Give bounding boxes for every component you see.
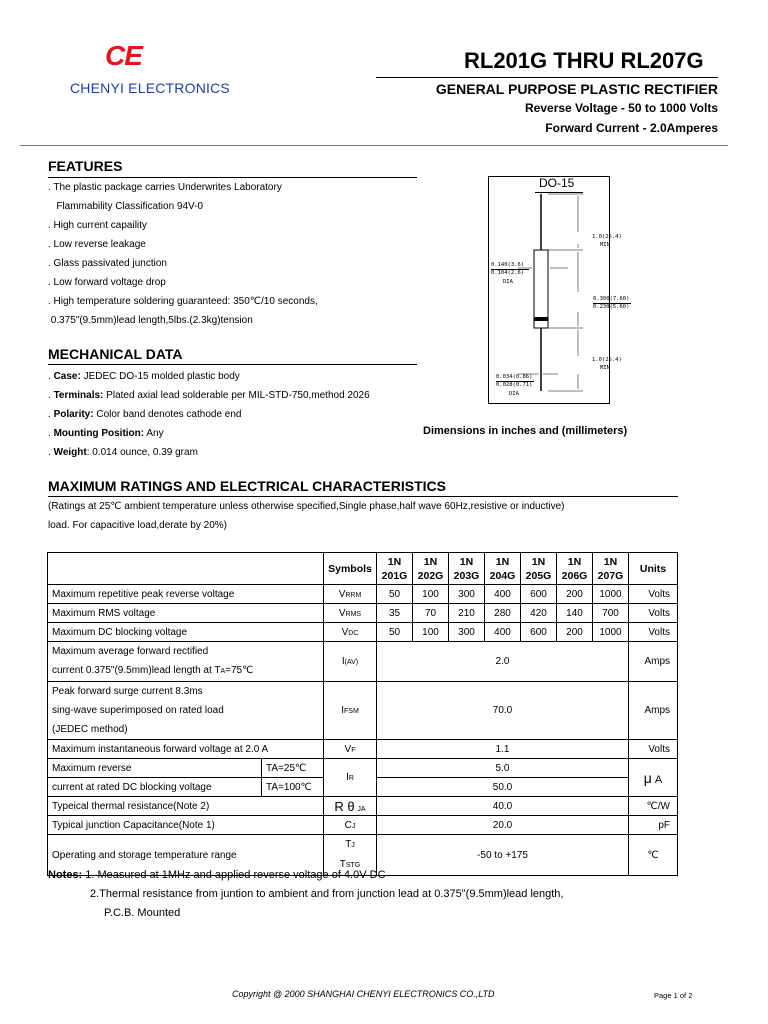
param-symbol: R θ JA [324,797,377,816]
param-unit: Volts [629,623,678,642]
param-unit: Volts [629,740,678,759]
dim-lead-dia-max: 0.034(0.86) [496,374,533,380]
param-unit: ℃/W [629,797,678,816]
feature-item: . High temperature soldering guaranteed: 350℃/10 seconds, [48,296,318,307]
dim-body-len-min: 0.230(5.60) [593,304,630,310]
param-symbol: CJ [324,816,377,835]
company-name: CHENYI ELECTRONICS [70,80,230,96]
table-row-vrrm [48,585,678,604]
mechanical-list [48,367,370,462]
param-symbol: VRMS [324,604,377,623]
mechanical-item-mounting: . Mounting Position: Any [48,428,164,439]
package-name: DO-15 [539,176,575,190]
table-row-cj [48,816,678,835]
param-desc: Maximum reverse [48,759,262,778]
mechanical-item-case: . Case: JEDEC DO-15 molded plastic body [48,371,240,382]
table-row-vrms [48,604,678,623]
table-cell: 50 [377,623,413,642]
param-desc: Maximum instantaneous forward voltage at 2.0 A [48,740,324,759]
table-header-row [48,553,678,585]
features-heading: FEATURES [48,158,123,174]
table-cell: 200 [557,585,593,604]
title-rule [376,77,718,78]
table-header-symbols: Symbols [324,553,377,585]
table-cell: 100 [413,585,449,604]
table-cell: 70 [413,604,449,623]
dim-lead-length-bottom: 1.0(25.4) [592,357,622,363]
reverse-voltage-spec: Reverse Voltage - 50 to 1000 Volts [525,101,718,115]
note-2-continued: P.C.B. Mounted [104,907,181,919]
param-symbol: I(AV) [324,642,377,682]
table-cell: 70.0 [377,682,629,740]
table-cell: 50 [377,585,413,604]
table-cell: 300 [449,585,485,604]
table-header-part: 1N 204G [485,553,521,585]
table-cell: 2.0 [377,642,629,682]
param-desc: Maximum average forward rectified current 0.375"(9.5mm)lead length at TA=75℃ [48,642,324,682]
feature-item: . The plastic package carries Underwrites Laboratory [48,182,282,193]
ratings-heading: MAXIMUM RATINGS AND ELECTRICAL CHARACTERISTICS [48,478,446,494]
dim-lead-length-top: 1.0(25.4) [592,234,622,240]
dim-body-len-max: 0.300(7.60) [593,296,630,302]
table-cell: 40.0 [377,797,629,816]
table-cell: 20.0 [377,816,629,835]
param-unit: pF [629,816,678,835]
note-1: Notes: 1. Measured at 1MHz and applied reverse voltage of 4.0V DC [48,869,386,881]
table-cell: 1.1 [377,740,629,759]
document-subtitle: GENERAL PURPOSE PLASTIC RECTIFIER [435,81,718,97]
feature-item: 0.375"(9.5mm)lead length,5lbs.(2.3kg)tension [48,315,253,326]
dim-body-dia-max: 0.140(3.6) [491,262,525,268]
ratings-note-1: (Ratings at 25℃ ambient temperature unless otherwise specified,Single phase,half wave 60Hz,resistive or inductive) [48,501,565,512]
param-desc: Maximum DC blocking voltage [48,623,324,642]
param-symbol: VDC [324,623,377,642]
param-desc: Maximum repetitive peak reverse voltage [48,585,324,604]
param-condition: TA=25℃ [262,759,324,778]
param-symbol: VRRM [324,585,377,604]
features-list [48,178,318,330]
table-header-part: 1N 207G [593,553,629,585]
dim-lead-dia-label: DIA [509,391,519,397]
param-desc: Operating and storage temperature range [48,835,324,876]
table-row-vf [48,740,678,759]
ratings-rule [48,496,678,497]
notes [48,866,563,923]
table-header-part: 1N 205G [521,553,557,585]
table-cell: 600 [521,585,557,604]
note-2: 2.Thermal resistance from juntion to ambient and from junction lead at 0.375"(9.5mm)lead length, [90,888,564,900]
table-header-units: Units [629,553,678,585]
table-header-part: 1N 202G [413,553,449,585]
table-row-ifsm [48,682,678,740]
param-symbol: VF [324,740,377,759]
dim-lead-length-bottom-min: MIN [600,365,610,371]
param-symbol: IR [324,759,377,797]
feature-item: . Low forward voltage drop [48,277,166,288]
copyright: Copyright @ 2000 SHANGHAI CHENYI ELECTRONICS CO.,LTD [232,989,495,999]
table-cell: 210 [449,604,485,623]
table-cell: 280 [485,604,521,623]
param-condition: TA=100℃ [262,778,324,797]
param-symbol: IFSM [324,682,377,740]
ratings-note-2: load. For capacitive load,derate by 20%) [48,520,227,531]
dimensions-caption: Dimensions in inches and (millimeters) [423,425,628,437]
param-desc: Peak forward surge current 8.3ms sing-wave superimposed on rated load (JEDEC method) [48,682,324,740]
table-row-vdc [48,623,678,642]
feature-item: . Low reverse leakage [48,239,146,250]
mechanical-item-terminals: . Terminals: Plated axial lead solderable per MIL-STD-750,method 2026 [48,390,370,401]
param-desc: current at rated DC blocking voltage [48,778,262,797]
table-cell: 600 [521,623,557,642]
table-row-rth [48,797,678,816]
table-cell: -50 to +175 [377,835,629,876]
mechanical-item-polarity: . Polarity: Color band denotes cathode end [48,409,242,420]
table-header-desc [48,553,324,585]
param-unit: Amps [629,682,678,740]
dim-body-dia-label: DIA [503,279,513,285]
param-unit: Volts [629,604,678,623]
page-number: Page 1 of 2 [654,991,693,1000]
ratings-table [47,552,678,876]
table-row-ir-25 [48,759,678,778]
dim-body-dia-min: 0.104(2.6) [491,270,525,276]
table-cell: 400 [485,623,521,642]
param-symbol: TJ TSTG [324,835,377,876]
table-cell: 200 [557,623,593,642]
forward-current-spec: Forward Current - 2.0Amperes [545,121,718,135]
header-divider [20,145,728,146]
param-desc: Maximum RMS voltage [48,604,324,623]
table-header-part: 1N 201G [377,553,413,585]
mechanical-rule [48,364,417,365]
table-row-iav [48,642,678,682]
param-unit: Volts [629,585,678,604]
dim-lead-length-top-min: MIN [600,242,610,248]
table-cell: 140 [557,604,593,623]
table-cell: 1000 [593,585,629,604]
table-cell: 1000 [593,623,629,642]
table-cell: 5.0 [377,759,629,778]
feature-item: Flammability Classification 94V-0 [48,201,204,212]
mechanical-heading: MECHANICAL DATA [48,346,183,362]
param-unit: Amps [629,642,678,682]
company-logo: CE [105,40,142,71]
param-unit: μ A [629,759,678,797]
table-cell: 700 [593,604,629,623]
feature-item: . Glass passivated junction [48,258,167,269]
table-cell: 50.0 [377,778,629,797]
param-desc: Typical junction Capacitance(Note 1) [48,816,324,835]
table-header-part: 1N 203G [449,553,485,585]
document-title: RL201G THRU RL207G [464,48,704,73]
dim-lead-dia-min: 0.028(0.71) [496,382,533,388]
table-cell: 35 [377,604,413,623]
table-cell: 100 [413,623,449,642]
mechanical-item-weight: . Weight: 0.014 ounce, 0.39 gram [48,447,198,458]
package-drawing [488,176,610,404]
table-cell: 300 [449,623,485,642]
param-desc: Typeical thermal resistance(Note 2) [48,797,324,816]
feature-item: . High current capaility [48,220,147,231]
param-unit: ℃ [629,835,678,876]
table-cell: 420 [521,604,557,623]
table-cell: 400 [485,585,521,604]
table-header-part: 1N 206G [557,553,593,585]
